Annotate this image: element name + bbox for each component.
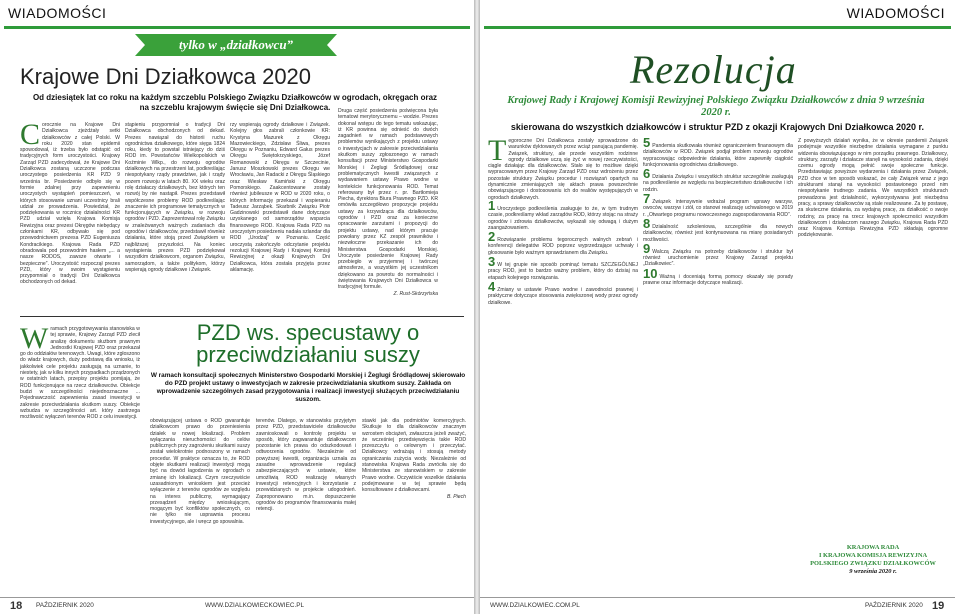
column-text: terenów. Dlatego, w stanowisku przyjętym przez PZD, przedstawiciele działkowców zawnioskowali o kontrolę projektu w sposób, który zagwarantuje działkowcom pozostanie ich prawa do odszkodowań i odtworzenia ogrodów. Niezależnie od powyższej kwestii, organizacja uznała za zasadne wprowadzenie regulacji zabezpieczających w ustawie, które umożliwią ROD realizację własnych inwestycji retencyjnych i korzystanie z przewidzianych w projekcie udogodnień. Zaproponowano m.in. dopuszczenie ogrodów do programów finansowania małej retencji. (256, 418, 356, 513)
column-text: Z powyższych działań wynika, że w okresie pandemii Związek podejmuje wszystkie niezbędne działania wymagane z punktu widzenia obowiązującego w nim porządku prawnego. Działkowcy, struktury, zarządy i działacze stanęli na wysokości zadania, dzięki czemu ogrody mogą pełnić swoje społeczne funkcje. Przedstawiając powyższe wydarzenia i działania przez Związek, PZD chce w ten sposób wskazać, że cały Związek wraz z jego strukturami stanął na wysokości postawionego przed nim niespotykanie trudnego zadania. We wszystkich strukturach prowadzona jest działalność, wykorzystywana jest niezbędna pracy, a sprawy działkowców są stale realizowane. Za tę postawę, za skuteczne działania, za wydajną pracę, za działkość o swoje rodziny, za pracę na rzecz krajowych społeczności wszystkim działkowcom i działaczom naszego Związku, Krajowa Rada PZD oraz Krajowa Komisja Rewizyjna PZD składają ogromne podziękowanie. (798, 138, 948, 239)
signature: Z. Rust-Skórzyńska (393, 290, 438, 297)
list-item: 5 Pandemia skutkowała również ograniczeniem finansowym dla działkowców w ROD. Związek podjął problem rozwoju ogrodów wypracowując odpowiednie działania, które zapewniły ciągłość funkcjonowania ogrodnictwa działkowego. (643, 138, 793, 168)
article-lead: Od dziesiątek lat co roku na każdym szczeblu Polskiego Związku Działkowców w ogrodach, okręgach oraz na szczeblu krajowym święcie się Dni Działkowca. (32, 93, 438, 112)
issue-date: PAŹDZIERNIK 2020 (865, 602, 923, 609)
article2-lead: W ramach konsultacji społecznych Ministerstwo Gospodarki Morskiej i Żeglugi Śródlądowej skierowało do PZD projekt ustawy o inwestycjach w zakresie przeciwdziałania skutkom suszy. Zakłada on wprowadzenie szczególnych zasad przygotowania i realizacji inwestycji służących przeciwdziałaniu suszom. (150, 372, 466, 403)
article2-column-3 (256, 418, 356, 594)
article-column-3 (230, 122, 330, 312)
column-text: rzy wspierają ogrody działkowe i Związek. Kolejny głos zabrali członkowie KR: Krystyna Mazurek z Okręgu Mazowieckiego, Zdzisław Śliwa, prezes Okręgu w Poznaniu, Edward Gałus prezes Okręgu Świętokrzyskiego, Józef Romanowski z Okręgu w Szczecinie, Janusz Moszkowski prezes Okręgu we Wrocławiu, Jan Radacki z Okręgu Śląskiego oraz Wiesław Kamiński z Okręgu Pomorskiego. Zaakcentowane zostały również jubileusze w ROD w 2020 roku, o których informację przekazał i wspieraniu Tadeusz Jarząbek. Skarbnik Związku Piotr Gadzinowski przedstawił dane dotyczące uzyskanego od samorządów wsparcia finansowego ROD. Krajowa Rada PZD na uroczystym posiedzeniu nadała szlandar dla ROD „Urodzaj” w Poznaniu. Część uroczystą zakończyło odczytanie projektu rezolucji Krajowej Rady i Krajowej Komisji Rewizyjnej z okazji Krajowych Dni Działkowca, która została przyjęta przez aklamację. (230, 122, 330, 273)
list-item: 9 Walczą Związku na potrzeby działkowców i struktur był również uruchomienie przez Krajowy Zarząd projektu „Działkowiec”. (643, 240, 793, 268)
resolution-lead: skierowana do wszystkich działkowców i struktur PZD z okazji Krajowych Dni Działkowca 2020 r. (510, 122, 925, 132)
website: WWW.DZIALKOWIECKOWIEC.PL (205, 602, 305, 609)
list-item: 6 Działania Związku i wszystkich struktur szczególnie zasługują na podkreślenie ze względu na bezpieczeństwo działkowców i ich rodzin. (643, 166, 793, 193)
article2-title: PZD ws. specustawy o przeciwdziałaniu suszy (196, 320, 420, 367)
article-column-1 (20, 122, 120, 312)
drop-cap: C (20, 122, 41, 151)
article-column-2 (125, 122, 225, 312)
column-text: stawki jak dla podmiotów komercyjnych. Skutkuje to dla działkowców znacznym wzrostem obciążeń, zwłaszcza jeżeli zważyć, że wcześniej przedsięwzięcia takie ROD przeszczytu o celownym i przeczytać. Działkowcy wdrażają i stosują metody ograniczania zużycia wody. Niezależnie od stanowiska Krajowa Rada zwróciła się do Ministerstwa ze stanowiskiem w zakresie Prawo wodne. Oczywiście wszelkie działania podejmowane w tej sprawie będą konsultowane z działkowcami. (362, 418, 466, 494)
left-page (0, 0, 474, 614)
resolution-column-3 (798, 138, 948, 538)
list-item: 2 Rozwiązanie problemu tegorocznych walnych zebrań i konferencji delegatów ROD poprzez wyprzedzające uchwały i głosowanie było ważnym sprawdzianem dla Związku. (488, 229, 638, 256)
column-text: obowiązującej ustawa o ROD gwarantuje działkowcom prawo do przeniesienia działek w nowej lokalizacji. Problem wyłączania nieruchomości do celów publicznych przy zagrożeniu skutkami suszy został wielokrotnie podnoszony w ramach procedur. W praktyce oznacza to, że ROD objęte skutkami realizacji inwestycji mogą być na dowód łagodzenia w ogrodach o zmianę ich lokalizacji. Czym rzeczywiście uzasadnionym wnioskiem jest przecież wyłączenie z terenów ogrodów ze względu na interes publiczny, wymagający przesądzeń między wnioskującym, mogącym być konfliktów społecznych, co nie tylko nie usprawnia procesu inwestycyjnego, ale i wręcz go spowalnia. (150, 418, 250, 525)
list-item: 8 Działalność szkoleniowa, szczególnie dla nowych działkowców, również jest kontynuowana na miarę posiadanych możliwości. (643, 215, 793, 243)
signatory-line: KRAJOWA RADA (846, 544, 900, 551)
page-footer (480, 597, 955, 614)
resolution-column-2 (643, 138, 793, 590)
article2-column-1 (20, 326, 140, 594)
page-header (0, 0, 474, 26)
page-header (480, 0, 955, 26)
page-number: 19 (932, 600, 945, 612)
signatory-line: POLSKIEGO ZWIĄZKU DZIAŁKOWCÓW (810, 560, 936, 567)
section-label: WIADOMOŚCI (8, 5, 107, 21)
column-text: orocznie na Krajowe Dni Działkowca zjeżdżały setki działkowców z całej Polski. W roku 2020 stan epidemii spowodował, iż trzeba było odstąpić od tradycyjnych form uroczystości. Krajowy Zarząd PZD zadecydował, że Krajowe Dni Działkowca zostaną uczczone podczas uroczystego posiedzenia KR PZD 9 września br. Posiedzenie odbyło się w formie zdalnej przy zapewnieniu uroczystych wystąpień pomieszczeń, w których stosowanie uznani uczestnicy brali udział ze prowadzenia. Powiedział, że podziękowania w rocznicę działalności KR PZD udział wzięła Krajowa Komisja Rewizyjna oraz prezesi Okręgów niebędący członkami KR, odbywało się pod przewodnictwem prezesa PZD Eugeniusza Kondracikiego. Krajowa Rada PZD obradowała pod przewodnim hasłem „... a nasze RODOS, zawsze otwarte i bezpieczne”. Uroczystość rozpoczął prezes PZD, który w swoim wystąpieniu przypomniał o tradycji Dni Działkowca obchodzonych od dekad. (20, 122, 120, 286)
column-text: stąpieniu przypomniał o tradycji Dni Działkowca obchodzonych od dekad. Prezes nawiązał do historii ruchu ogrodnictwa działkowego, które sięga 1824 roku, kiedy to powstał istniejący do dziś ROD im. Powstańców Wielkopolskich w Koźminie Wlkp., do rozwoju ogrodów działkowych na przestrzeni lat, podkreślając niespotykany rządy prawdziwe, jak i rządy pozem rozwoju w latach 80. XX wieku oraz rolę działaczy działkowych, bez których ten rozwój by nie nastąpił. Prezes przedstawił współczesne problemy ROD podkreślając znaczenie ich programowe tematycznych w funkcjonujących w Związku, w rozwoju ogrodów i PZD. Zaprezentował rolę Związku w znaleźwanych ważnych zadaniach dla ogrodów i działkowców, przedstawił również działania, które stoją przed Związkiem w najbliższej przyszłości. Na koniec wystąpienia prezes PZD podziękował wszystkim działkowcom, organom Związku, samorządom, a także politykom, którzy wspierają ogrody działkowe i Związek. (125, 122, 225, 273)
resolution-subtitle: Krajowej Rady i Krajowej Komisji Rewizyjnej Polskiego Związku Działkowców z dnia 9 września 2020 r. (507, 95, 925, 118)
website: WWW.DZIALKOWIEC.COM.PL (490, 602, 580, 609)
signature: B. Piech (447, 493, 466, 500)
signatory-block (798, 544, 948, 576)
drop-cap: W (20, 326, 49, 355)
article-title: Krajowe Dni Działkowca 2020 (20, 64, 312, 89)
list-item: 10 Ważną i doceniają formą pomocy okazały się porady prawne oraz informacje dotyczące realizacji. (643, 265, 793, 287)
page-number: 18 (10, 600, 23, 612)
section-label: WIADOMOŚCI (846, 5, 945, 21)
column-text: egoroczne Dni Działkowca zostały sprowadzone do warunków dyktowanych przez wciąż panującą pandemię. Związek, struktury, ale przede wszystkim rodzinne ogrody działkowe uczą się żyć w nowej rzeczywistości, ciągle działając dla działkowców. Stało się to możliwe dzięki wypracowanym przez Krajowy Zarząd PZD oraz wdrożeniu przez pozostałe struktury Związku procedur i rozwiązań opartych na dynamicznie zmieniających się aktach prawa powszechnie obowiązującego i dostosowaniu ich do realiów występujących w ogrodach działkowych. (488, 138, 638, 201)
list-item: 4 Zmiany w ustawie Prawo wodne i zawodności prawnej i praktyczne dotyczące stosowania zwiększonej wody przez ogrody działkowe. (488, 278, 638, 306)
list-item: 3 W tej grupie nie sposób pominąć tematu SZCZEGÓLNEJ pracy ROD, jest to bardzo ważny problem, który do dzisiaj na etapach kolejnego rozwiązania. (488, 254, 638, 281)
article-column-4 (338, 108, 438, 308)
resolution-title: Rezolucja (630, 47, 797, 92)
article2-column-2 (150, 418, 250, 594)
list-item: 1 Uroczystego podkreślenia zasługuje to że, w tym trudnym czasie, podkreślamy wkład zarządów ROD, którzy stojąc na straży ogrodów i zdrowia działkowców, wykazali się odwagą i dużym zaangażowaniem. (488, 197, 638, 231)
signatory-line: I KRAJOWA KOMISJA REWIZYJNA (818, 552, 928, 559)
signatory-date: 9 września 2020 r. (849, 568, 897, 575)
section-divider (20, 316, 464, 317)
header-rule (484, 26, 951, 29)
right-page (480, 0, 955, 614)
header-rule (4, 26, 470, 29)
page-footer (0, 597, 474, 614)
column-text: ramach przygotowywania stanowiska w tej sprawie, Krajowy Zarząd PZD zlecił analizę dokumentu służbom prawnym Jednostki Krajowej PZD oraz przekazał go do oddziałów terenowych. Uwagi, które zgłoszono do władz krajowych, duży podstawą dla wniosku, iż jakkolwiek cele projektu zasługują na uznanie, to niestety, jak w kilku innych przypadkach prządzonych w ostatnich latach, przepisy projektu pomijają, że ROD funkcjonujące na rzecz działkowców. Obiekcje budzi w szczególności niejednoznaczne ... Pojednawczość zapewnienia zasad inwestycji w zakresie przeciwdziałania skutkom suszy. Obiekcje wzbudza w szczególności art. który zastrzega możliwość wyłączeń terenów ROD z celu inwestycji. (20, 326, 140, 421)
column-text: Druga część posiedzenia poświęcona była tematowi merytorycznemu – wodzie. Prezes dokonał wstępu do tego tematu wskazując, iż KR powinna się odnieść do dwóch zagadnień w ramach podstawowych problemów wynikających z projektu ustawy o inwestycjach w zakresie przeciwdziałania skutkom suszy zgłoszonego w ramach konsultacji przez Ministerstwo Gospodarki Morskiej i Żeglugi Śródlądowej oraz problematycznych kwestii związanych z wydawaniem ustawy Prawo wodne w kontekście funkcjonowania ROD. Temat referowany był przez r. pr. Bartłomieja Piecha, dyrektora Biura Prawnego PZD. KR omówiła szczegółowo propozycje projektu ustawy za krzywdząca dla działkowców, ogrodów i PZD oraz za konieczne opracowanie zarzutami i propozycji do projektu ustawy, nad którym pracuje powołany przez KZ zespół prawników i niezwłoczne przekazanie ich do Ministerstwa Gospodarki Morskiej. Uroczyste posiedzenie Krajowej Rady przebiegło w przyjemnej i twórczej atmosferze, a wszystkim jej uczestnikom dziękowano za powrotu do normalności i świętowania Krajowych Dni Działkowca w tradycyjnej formule. (338, 108, 438, 291)
list-item: 7 Związek intensywnie wdrażał program uprawy warzyw, owoców, warzyw i ziół, co stanowi realizację uchwalonego w 2019 r. „Otwartego programu nowoczesnego zagospodarowania ROD”. (643, 191, 793, 218)
resolution-column-1 (488, 138, 638, 590)
drop-cap: T (488, 138, 507, 167)
exclusive-tag: tylko w „działkowcu” (145, 34, 327, 56)
article2-column-4 (362, 418, 466, 594)
article2-block (150, 322, 466, 606)
issue-date: PAŹDZIERNIK 2020 (36, 602, 94, 609)
